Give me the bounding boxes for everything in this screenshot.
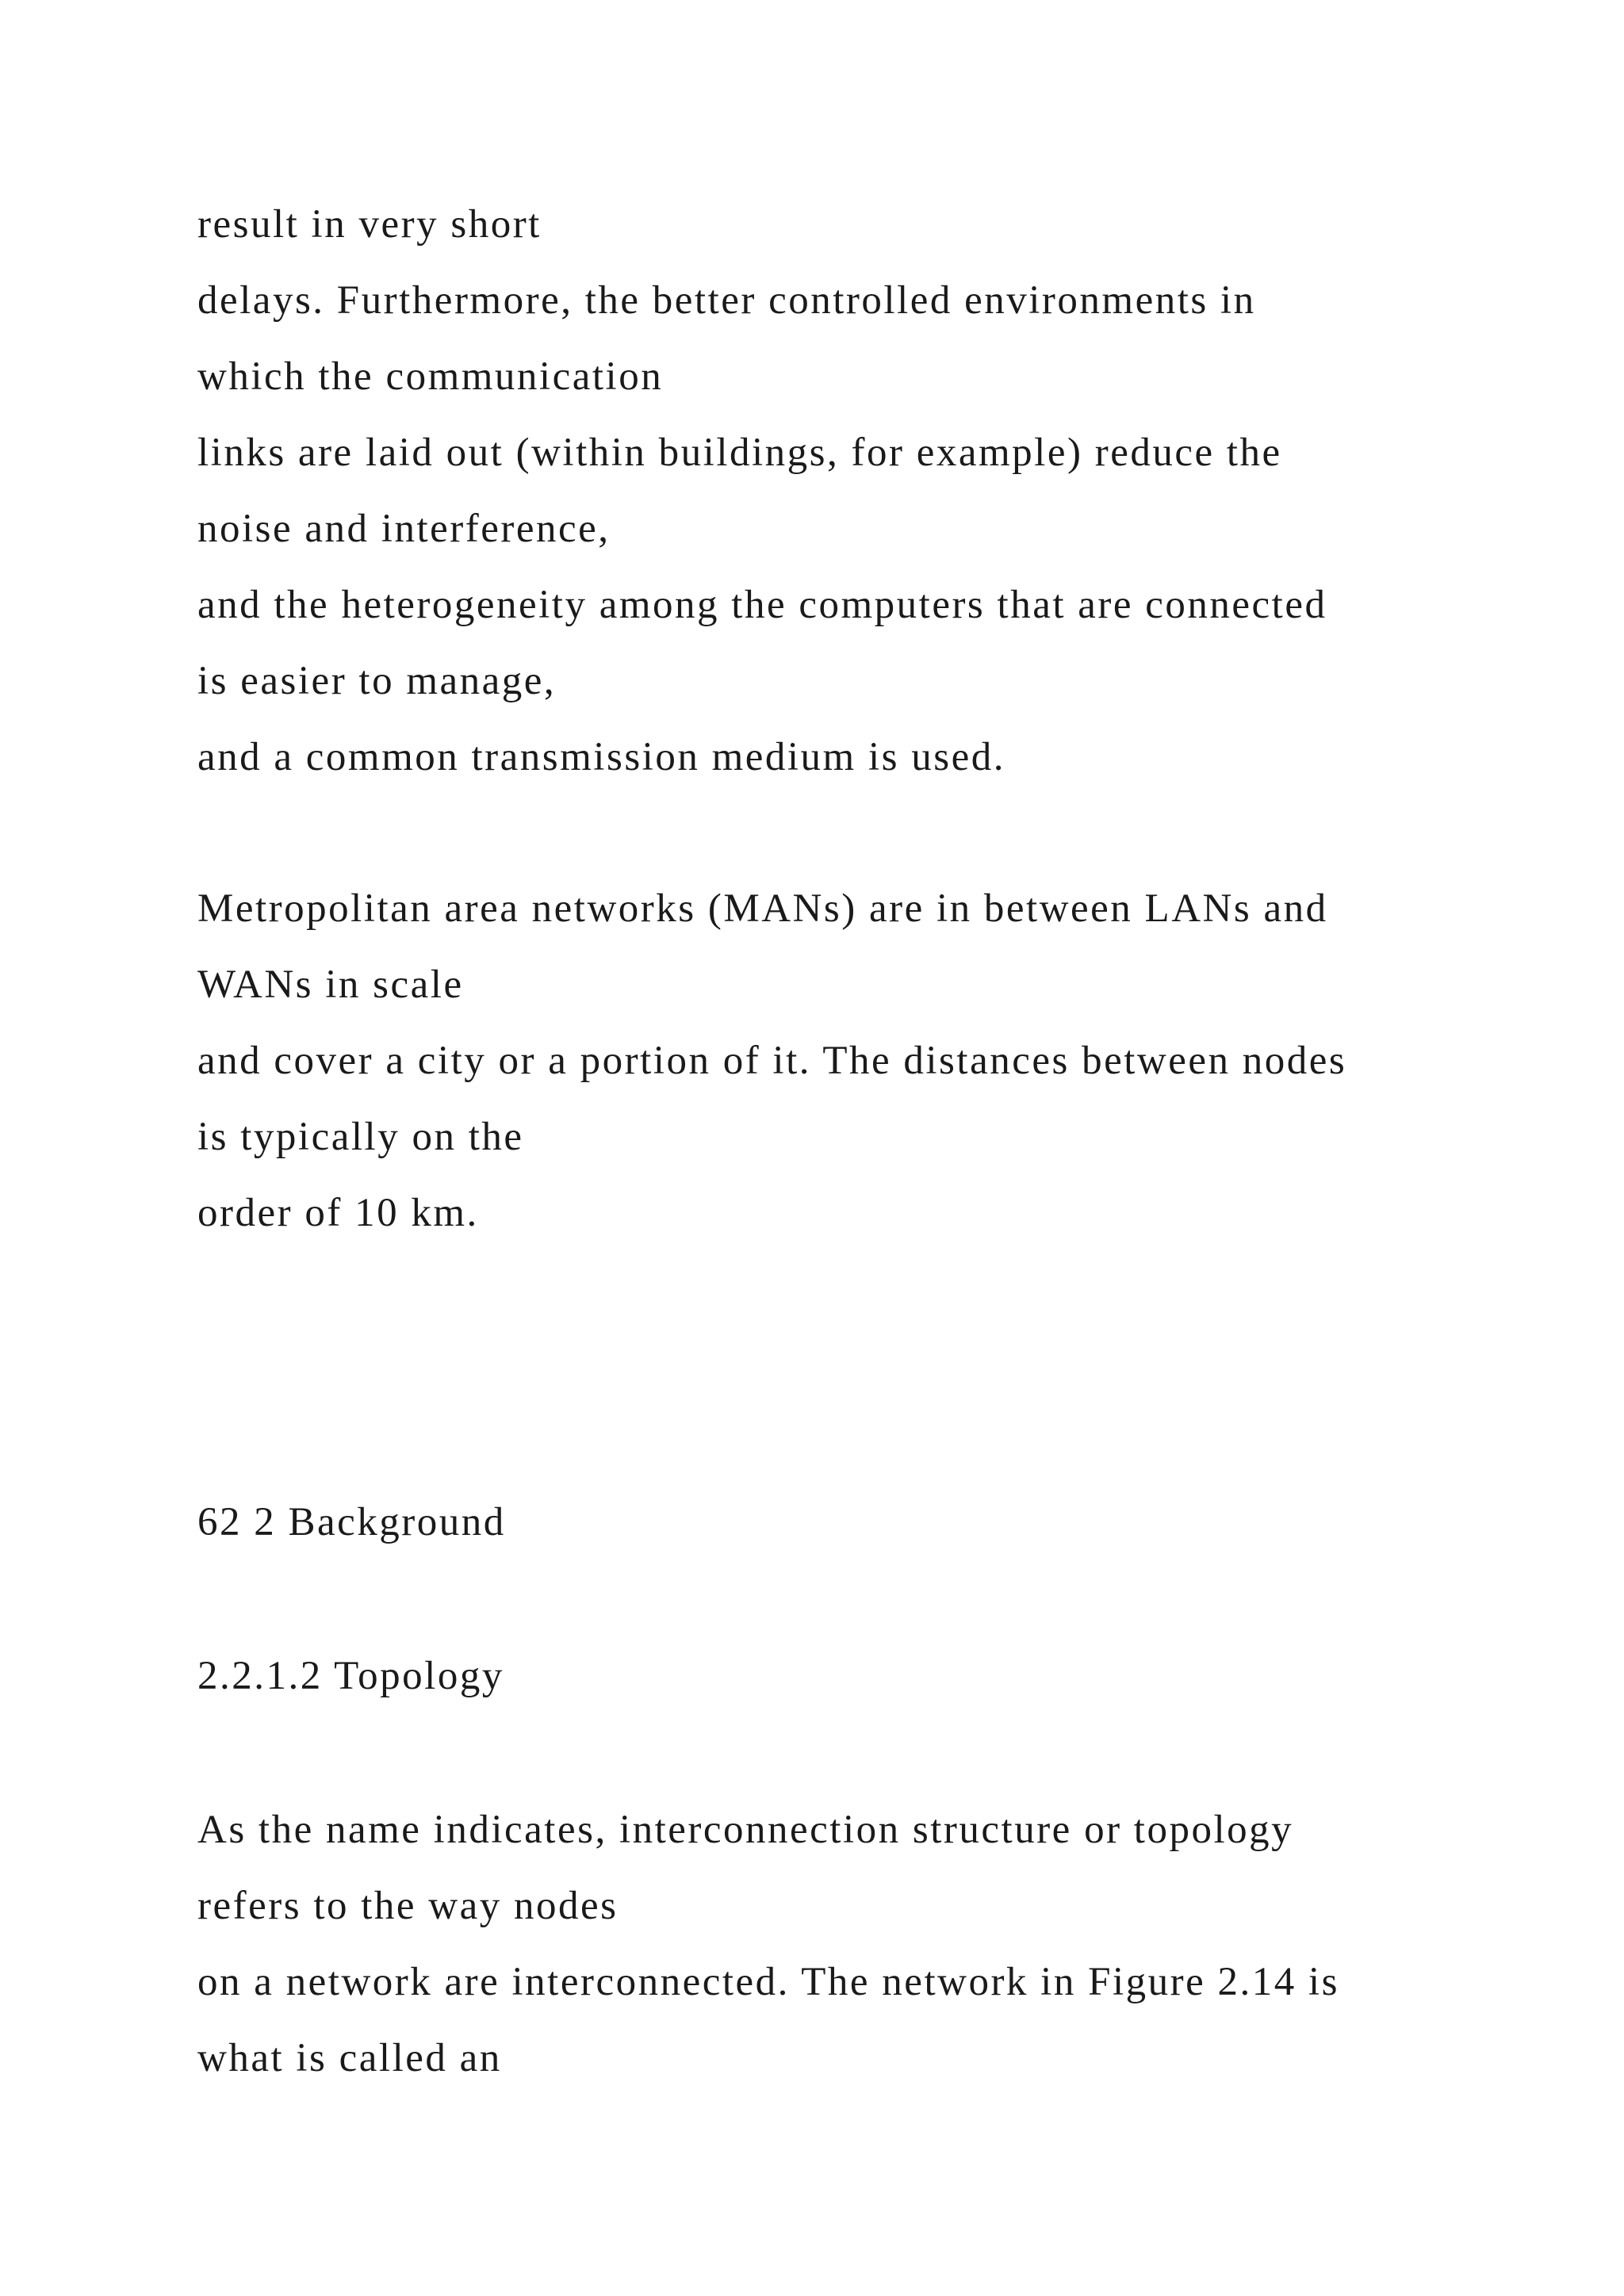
text-line: is typically on the: [197, 1115, 524, 1159]
text-line: links are laid out (within buildings, for example) reduce the: [197, 430, 1282, 475]
text-line: WANs in scale: [197, 962, 464, 1007]
text-line: on a network are interconnected. The network in Figure 2.14 is: [197, 1960, 1340, 2004]
text-line: Metropolitan area networks (MANs) are in between LANs and: [197, 886, 1328, 931]
text-line: and cover a city or a portion of it. The distances between nodes: [197, 1039, 1347, 1083]
text-line: order of 10 km.: [197, 1191, 479, 1235]
text-line: noise and interference,: [197, 507, 611, 551]
text-line: result in very short: [197, 202, 542, 247]
text-line: delays. Furthermore, the better controlled environments in: [197, 278, 1256, 323]
text-line: what is called an: [197, 2036, 502, 2080]
text-line: refers to the way nodes: [197, 1884, 619, 1928]
page-header: 62 2 Background: [197, 1500, 506, 1544]
text-line: and a common transmission medium is used.: [197, 735, 1005, 779]
text-line: which the communication: [197, 354, 664, 399]
text-line: As the name indicates, interconnection structure or topology: [197, 1808, 1294, 1852]
section-heading: 2.2.1.2 Topology: [197, 1654, 504, 1698]
text-line: is easier to manage,: [197, 659, 557, 703]
text-line: and the heterogeneity among the computers that are connected: [197, 583, 1327, 627]
